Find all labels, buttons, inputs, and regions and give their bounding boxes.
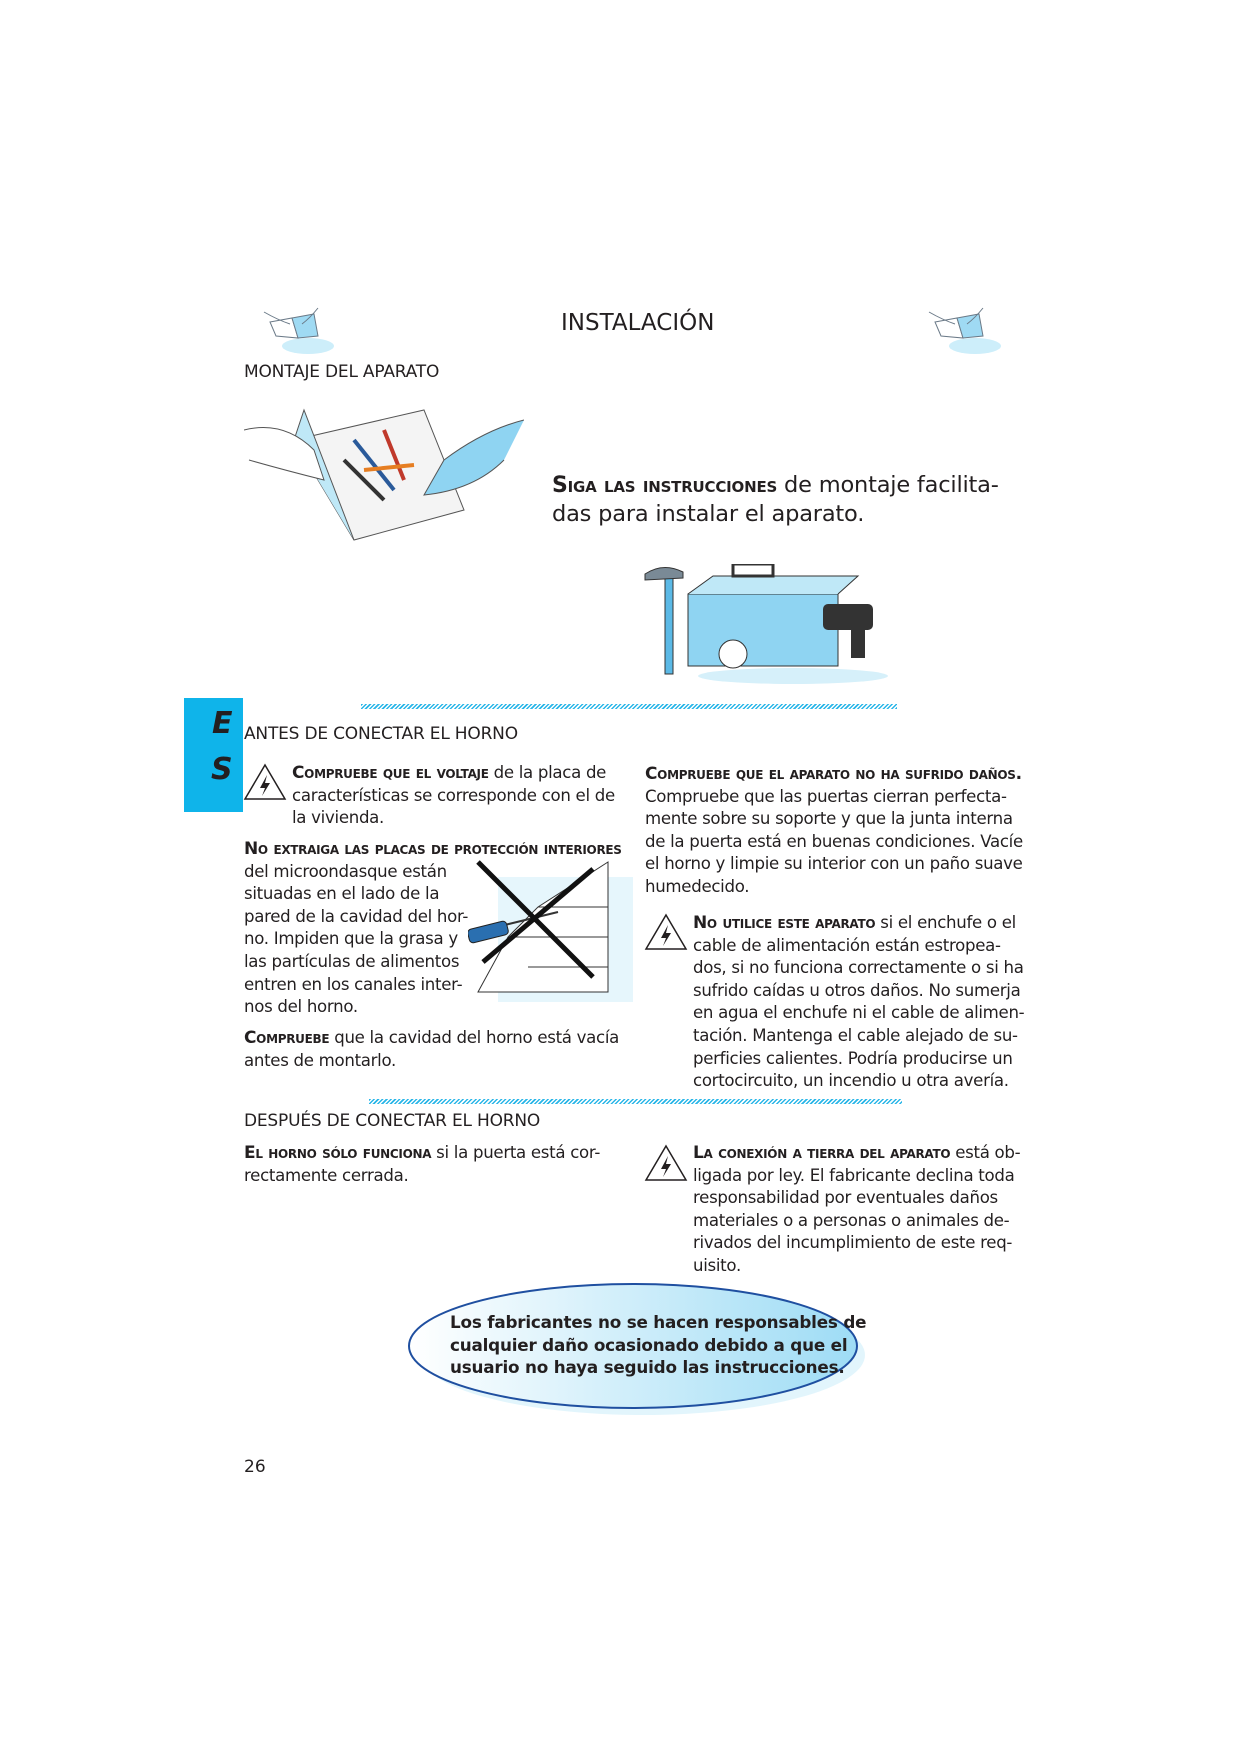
notice-line: Los fabricantes no se hacen responsables de [450, 1312, 867, 1332]
earth-connection-paragraph [693, 1142, 1020, 1278]
text-line: de la puerta está en buenas condiciones. Vacíe [645, 831, 1023, 851]
empty-cavity-paragraph [244, 1027, 619, 1072]
voltage-paragraph [292, 762, 615, 830]
toolbox-illustration [643, 564, 893, 686]
door-paragraph [244, 1142, 600, 1187]
after-heading: DESPUÉS DE CONECTAR EL HORNO [244, 1111, 541, 1131]
page-title: INSTALACIÓN [561, 310, 715, 336]
instructions-hands-illustration [244, 400, 524, 545]
lead-text: No extraiga las placas de protección interiores [244, 839, 622, 859]
notice-line: usuario no haya seguido las instrucciones. [450, 1357, 845, 1378]
text-line: del microondasque están [244, 861, 447, 881]
language-tab [184, 698, 243, 812]
text-line: situadas en el lado de la [244, 884, 440, 904]
text-line: que la cavidad del horno está vacía [329, 1028, 620, 1047]
text-line: responsabilidad por eventuales daños [693, 1188, 998, 1208]
cable-warning-paragraph [693, 912, 1024, 1093]
text-line: si la puerta está cor- [431, 1143, 601, 1162]
text-line: si el enchufe o el [875, 913, 1016, 932]
lead-text: No utilice este aparato [693, 913, 876, 933]
section-divider [361, 704, 897, 709]
text-line: uisito. [693, 1255, 741, 1275]
text-line: materiales o a personas o animales de- [693, 1210, 1010, 1230]
intro-text [552, 471, 999, 529]
lead-text: Compruebe que el aparato no ha sufrido daños. [645, 764, 1022, 784]
text-line: en agua el enchufe ni el cable de alimen- [693, 1003, 1025, 1023]
text-line: las partículas de alimentos [244, 951, 460, 971]
electric-warning-icon [243, 762, 287, 802]
lead-text: El horno sólo funciona [244, 1143, 432, 1163]
text-line: rivados del incumplimiento de este req- [693, 1233, 1013, 1253]
intro-line: de montaje facilita- [777, 472, 999, 498]
text-line: humedecido. [645, 876, 750, 896]
text-line: de la placa de [488, 763, 607, 782]
disclaimer-notice [406, 1283, 867, 1410]
text-line: está ob- [950, 1143, 1021, 1162]
text-line: Compruebe que las puertas cierran perfecta- [645, 786, 1007, 806]
page-number: 26 [244, 1457, 266, 1477]
intro-line: das para instalar el aparato. [552, 501, 865, 527]
text-line: perficies calientes. Podría producirse un [693, 1048, 1013, 1068]
damage-check-paragraph [645, 763, 1023, 899]
lead-text: Compruebe [244, 1028, 330, 1048]
intro-lead: Siga las instrucciones [552, 473, 778, 498]
text-line: antes de montarlo. [244, 1050, 397, 1070]
text-line: entren en los canales inter- [244, 974, 463, 994]
text-line: no. Impiden que la grasa y [244, 929, 458, 949]
text-line: sufrido caídas u otros daños. No sumerja [693, 980, 1021, 1000]
text-line: tación. Mantenga el cable alejado de su- [693, 1025, 1018, 1045]
text-line: pared de la cavidad del hor- [244, 906, 469, 926]
electric-warning-icon [644, 912, 688, 952]
text-line: nos del horno. [244, 997, 358, 1017]
lead-text: Compruebe que el voltaje [292, 763, 489, 783]
lead-text: La conexión a tierra del aparato [693, 1143, 951, 1163]
protection-plates-paragraph [244, 838, 622, 1019]
text-line: la vivienda. [292, 808, 385, 828]
bird-book-icon [262, 302, 342, 362]
text-line: dos, si no funciona correctamente o si ha [693, 958, 1024, 978]
section-divider [369, 1099, 902, 1104]
text-line: cable de alimentación están estropea- [693, 935, 1001, 955]
electric-warning-icon [644, 1143, 688, 1183]
text-line: características se corresponde con el de [292, 785, 615, 805]
section-heading: MONTAJE DEL APARATO [244, 362, 440, 382]
notice-line: cualquier daño ocasionado debido a que el [450, 1334, 848, 1355]
text-line: mente sobre su soporte y que la junta interna [645, 809, 1013, 829]
language-letter: E [212, 706, 233, 741]
text-line: rectamente cerrada. [244, 1165, 409, 1185]
language-letter: S [211, 752, 233, 787]
bird-book-icon [925, 302, 1010, 362]
before-heading: ANTES DE CONECTAR EL HORNO [244, 724, 518, 744]
text-line: el horno y limpie su interior con un paño suave [645, 854, 1023, 874]
text-line: cortocircuito, un incendio u otra avería. [693, 1071, 1009, 1091]
text-line: ligada por ley. El fabricante declina toda [693, 1165, 1015, 1185]
